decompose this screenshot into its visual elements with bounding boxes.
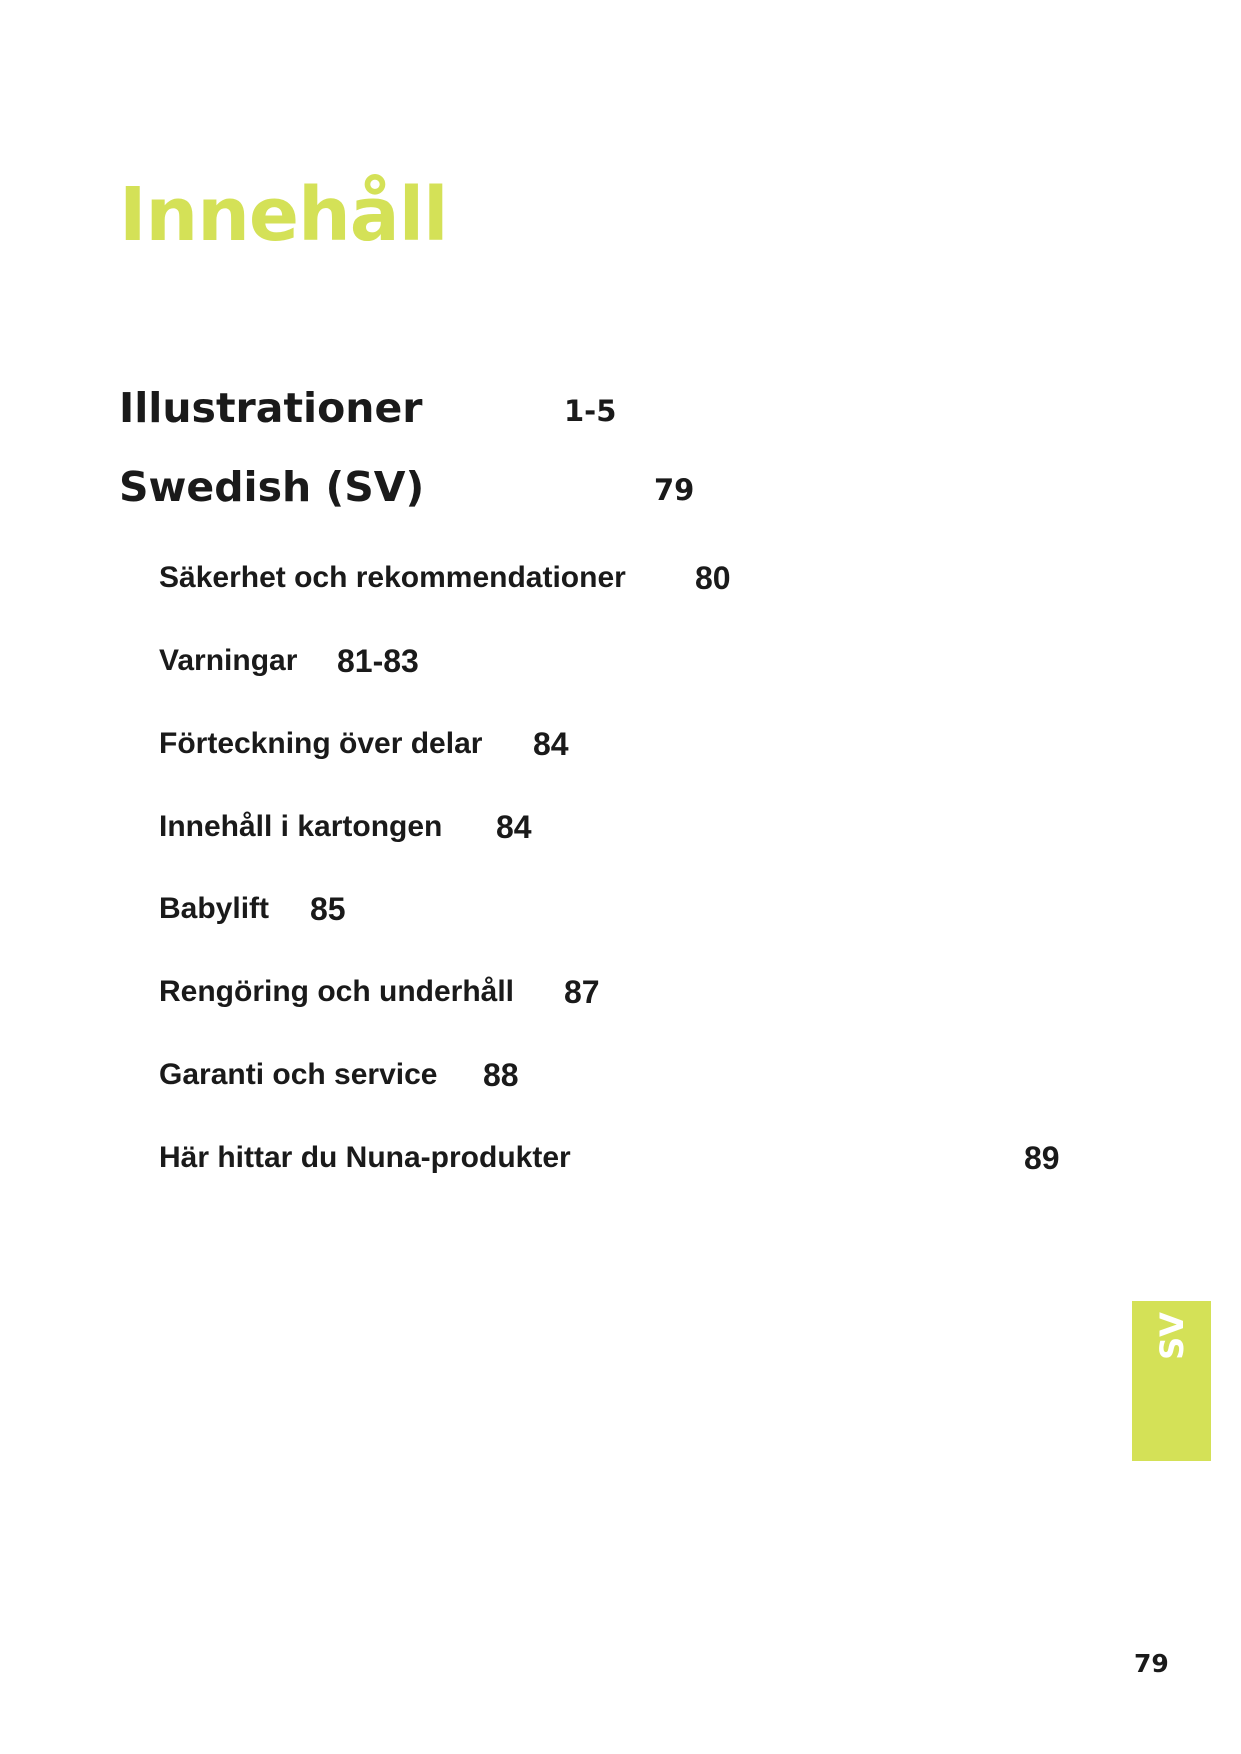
page-title: Innehåll — [119, 172, 448, 258]
toc-entry-label: Swedish (SV) — [119, 463, 425, 511]
toc-entry-page: 84 — [496, 809, 532, 845]
page-number: 79 — [1134, 1649, 1169, 1678]
toc-entry-page: 80 — [695, 560, 731, 596]
language-tab-label: SV — [1152, 1312, 1191, 1360]
toc-entry-label: Förteckning över delar — [159, 727, 483, 760]
toc-entry-label: Illustrationer — [119, 384, 423, 432]
toc-entry-page: 85 — [310, 891, 346, 927]
toc-entry-page: 1-5 — [564, 394, 617, 428]
toc-entry-label: Varningar — [159, 644, 298, 677]
toc-entry-label: Babylift — [159, 892, 270, 925]
language-tab — [1132, 1301, 1211, 1461]
toc-entry-page: 89 — [1024, 1140, 1060, 1176]
toc-entry-page: 88 — [483, 1057, 519, 1093]
toc-entry-label: Garanti och service — [159, 1058, 438, 1091]
toc-entry-label: Rengöring och underhåll — [159, 975, 515, 1008]
toc-entry-label: Här hittar du Nuna-produkter — [159, 1141, 571, 1174]
toc-entry-label: Innehåll i kartongen — [159, 810, 443, 843]
toc-entry-page: 81-83 — [337, 643, 419, 679]
toc-entry-page: 84 — [533, 726, 569, 762]
toc-entry-page: 87 — [564, 974, 600, 1010]
toc-entry-label: Säkerhet och rekommendationer — [159, 561, 626, 594]
toc-entry-page: 79 — [654, 473, 695, 507]
